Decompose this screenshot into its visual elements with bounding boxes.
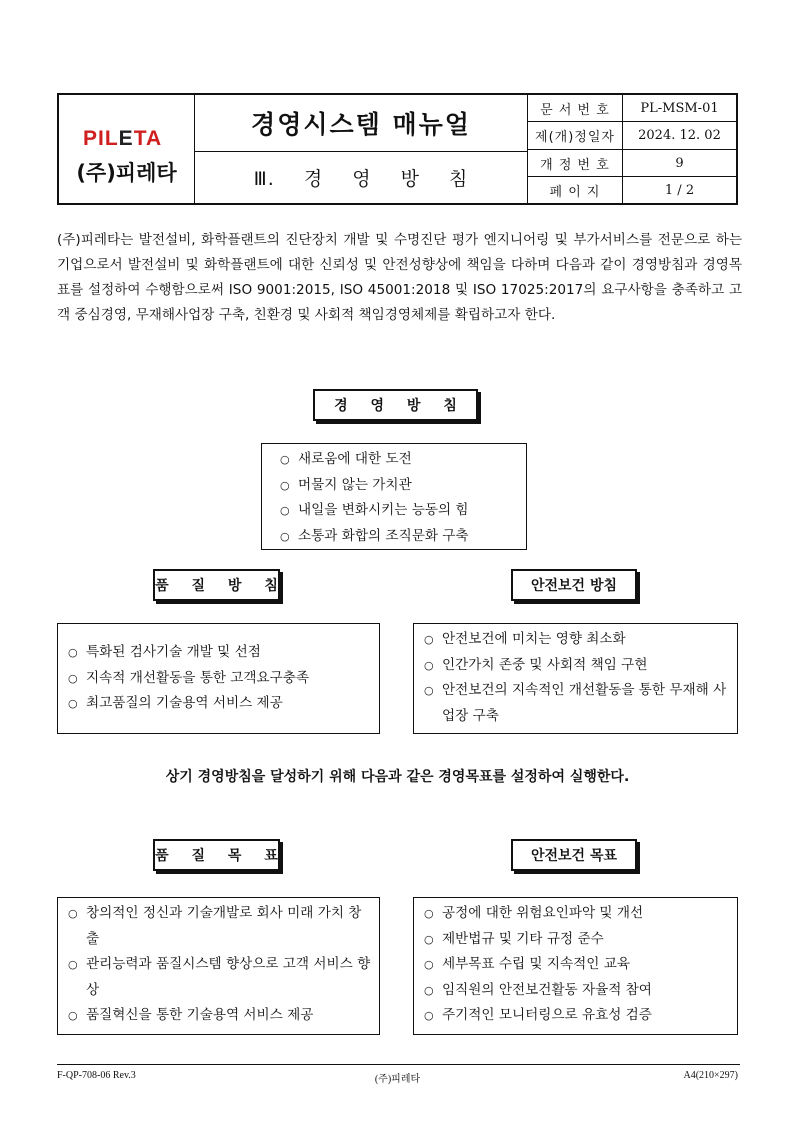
- list-item: ○ 공정에 대한 위험요인파악 및 개선: [424, 901, 737, 927]
- list-item: ○ 특화된 검사기술 개발 및 선점: [68, 640, 379, 666]
- meta-value-page: 1 / 2: [664, 182, 695, 198]
- meta-label-revision-date: 제(개)정일자: [535, 129, 615, 145]
- circle-bullet-icon: ○: [68, 1009, 78, 1022]
- meta-value-revision-date: 2024. 12. 02: [638, 127, 721, 143]
- circle-bullet-icon: ○: [424, 1009, 434, 1022]
- circle-bullet-icon: ○: [424, 932, 434, 946]
- management-policy-title: 경 영 방 침: [313, 389, 478, 421]
- quality-policy-title: 품 질 방 침: [153, 569, 280, 601]
- footer-company: (주)피레타: [374, 1074, 421, 1085]
- meta-value-doc-number: PL-MSM-01: [640, 100, 719, 116]
- list-item: ○ 안전보건의 지속적인 개선활동을 통한 무재해 사업장 구축: [424, 678, 729, 729]
- meta-label-revision-number: 개 정 번 호: [540, 157, 610, 173]
- logo-area: [59, 95, 194, 203]
- list-item: ○ 내일을 변화시키는 능동의 힘: [280, 498, 526, 524]
- circle-bullet-icon: ○: [68, 907, 78, 920]
- circle-bullet-icon: ○: [424, 658, 434, 672]
- list-item: ○ 품질혁신을 통한 기술용역 서비스 제공: [68, 1003, 371, 1029]
- footer-paper-size: A4(210×297): [683, 1070, 738, 1081]
- circle-bullet-icon: ○: [280, 504, 290, 517]
- management-policy-box: [261, 443, 527, 550]
- quality-goals-title: 품 질 목 표: [153, 839, 280, 871]
- circle-bullet-icon: ○: [424, 983, 434, 997]
- circle-bullet-icon: ○: [424, 633, 434, 646]
- quality-policy-box: [57, 623, 380, 734]
- circle-bullet-icon: ○: [424, 907, 434, 920]
- circle-bullet-icon: ○: [68, 697, 78, 710]
- circle-bullet-icon: ○: [68, 646, 78, 659]
- meta-label-page: 페 이 지: [549, 184, 601, 200]
- list-item: ○ 제반법규 및 기타 규정 준수: [424, 927, 737, 953]
- goals-statement: 상기 경영방침을 달성하기 위해 다음과 같은 경영목표를 설정하여 실행한다.: [165, 769, 630, 785]
- circle-bullet-icon: ○: [424, 684, 434, 697]
- circle-bullet-icon: ○: [280, 478, 290, 492]
- safety-policy-box: [413, 623, 738, 734]
- list-item: ○ 창의적인 정신과 기술개발로 회사 미래 가치 창출: [68, 901, 371, 952]
- list-item: ○ 안전보건에 미치는 영향 최소화: [424, 627, 729, 653]
- list-item: ○ 임직원의 안전보건활동 자율적 참여: [424, 978, 737, 1004]
- meta-value-revision-number: 9: [675, 155, 684, 171]
- document-header: [57, 93, 738, 205]
- circle-bullet-icon: ○: [68, 671, 78, 685]
- list-item: ○ 최고품질의 기술용역 서비스 제공: [68, 691, 379, 717]
- list-item: ○ 주기적인 모니터링으로 유효성 검증: [424, 1003, 737, 1029]
- footer-divider: [57, 1064, 740, 1065]
- list-item: ○ 소통과 화합의 조직문화 구축: [280, 524, 526, 550]
- company-name: (주)피레타: [76, 161, 177, 185]
- list-item: ○ 관리능력과 품질시스템 향상으로 고객 서비스 향상: [68, 952, 371, 1003]
- list-item: ○ 인간가치 존중 및 사회적 책임 구현: [424, 653, 729, 679]
- document-title: 경영시스템 매뉴얼: [251, 110, 471, 139]
- footer-form-number: F-QP-708-06 Rev.3: [57, 1070, 136, 1081]
- circle-bullet-icon: ○: [68, 958, 78, 971]
- list-item: ○ 머물지 않는 가치관: [280, 473, 526, 499]
- section-title: Ⅲ. 경 영 방 침: [253, 168, 469, 190]
- company-logo: PILETA: [83, 127, 163, 150]
- list-item: ○ 세부목표 수립 및 지속적인 교육: [424, 952, 737, 978]
- intro-paragraph: (주)피레타는 발전설비, 화학플랜트의 진단장치 개발 및 수명진단 평가 엔지니어링 및 부가서비스를 전문으로 하는 기업으로서 발전설비 및 화학플랜트에 대한 신뢰성 및 안전성향상에 책임을 다하며 다음과 같이 경영방침과 경영목표를 설정하여 수행함으로써 ISO 9001:2015, ISO 45001:2018 및 ISO 17025:2017의 요구사항을 충족하고 고객 중심경영, 무재해사업장 구축, 친환경 및 사회적 책임경영체제를 확립하고자 한다.: [57, 232, 742, 323]
- list-item: ○ 새로움에 대한 도전: [280, 447, 526, 473]
- safety-goals-title: 안전보건 목표: [511, 839, 637, 871]
- list-item: ○ 지속적 개선활동을 통한 고객요구충족: [68, 666, 379, 692]
- circle-bullet-icon: ○: [280, 529, 290, 543]
- circle-bullet-icon: ○: [280, 453, 290, 466]
- meta-label-doc-number: 문 서 번 호: [540, 102, 610, 118]
- safety-goals-box: [413, 897, 738, 1035]
- circle-bullet-icon: ○: [424, 958, 434, 971]
- safety-policy-title: 안전보건 방침: [511, 569, 637, 601]
- quality-goals-box: [57, 897, 380, 1035]
